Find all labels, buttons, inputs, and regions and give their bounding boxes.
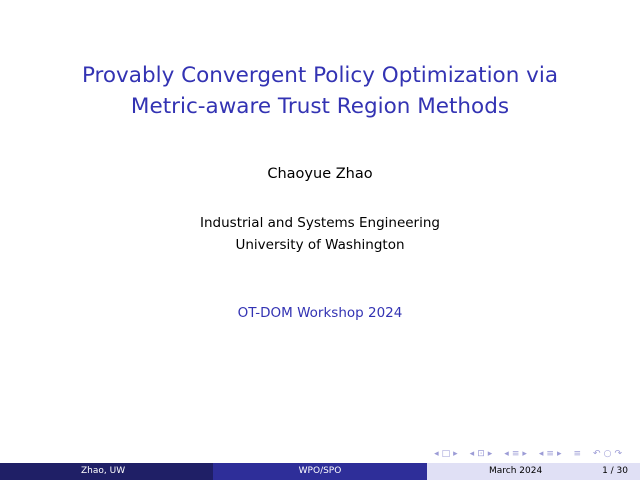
navigation-symbols bbox=[434, 447, 622, 461]
nav-forward-icon[interactable]: ↷ bbox=[614, 449, 622, 459]
nav-prev-subsection-icon[interactable]: ◂ bbox=[469, 449, 475, 459]
footer-short-title: WPO/SPO bbox=[298, 466, 342, 476]
event-name: OT-DOM Workshop 2024 bbox=[237, 305, 403, 321]
footer-date-box bbox=[427, 463, 640, 480]
title-line-1: Provably Convergent Policy Optimization via bbox=[81, 63, 559, 88]
slide-title bbox=[0, 60, 640, 122]
nav-next-frame-icon[interactable]: ▸ bbox=[453, 449, 458, 459]
nav-next-doc-icon[interactable]: ▸ bbox=[556, 449, 562, 459]
nav-doc-icon[interactable]: ≡ bbox=[546, 449, 554, 459]
nav-search-icon[interactable]: ○ bbox=[603, 449, 612, 459]
nav-prev-frame-icon[interactable]: ◂ bbox=[434, 449, 439, 459]
nav-next-subsection-icon[interactable]: ▸ bbox=[487, 449, 493, 459]
title-line-2: Metric-aware Trust Region Methods bbox=[130, 94, 510, 119]
footer-author-box bbox=[0, 463, 213, 480]
footer-bar bbox=[0, 463, 640, 480]
nav-section-icon[interactable]: ≡ bbox=[511, 449, 520, 459]
nav-prev-section-icon[interactable]: ◂ bbox=[504, 449, 509, 459]
institute-line-1: Industrial and Systems Engineering bbox=[200, 215, 440, 231]
institute bbox=[0, 212, 640, 256]
nav-toc-icon[interactable]: ≡ bbox=[573, 449, 582, 459]
nav-back-icon[interactable]: ↶ bbox=[593, 449, 601, 459]
nav-frame-icon[interactable]: □ bbox=[441, 449, 451, 459]
nav-subsection-icon[interactable]: ⊡ bbox=[477, 449, 485, 459]
nav-next-section-icon[interactable]: ▸ bbox=[522, 449, 527, 459]
footer-author: Zhao, UW bbox=[81, 466, 126, 476]
footer-title-box bbox=[213, 463, 427, 480]
footer-date: March 2024 bbox=[489, 466, 543, 476]
nav-prev-doc-icon[interactable]: ◂ bbox=[538, 449, 544, 459]
author-name: Chaoyue Zhao bbox=[267, 166, 373, 182]
footer-page-number: 1 / 30 bbox=[602, 466, 628, 476]
institute-line-2: University of Washington bbox=[235, 237, 405, 253]
